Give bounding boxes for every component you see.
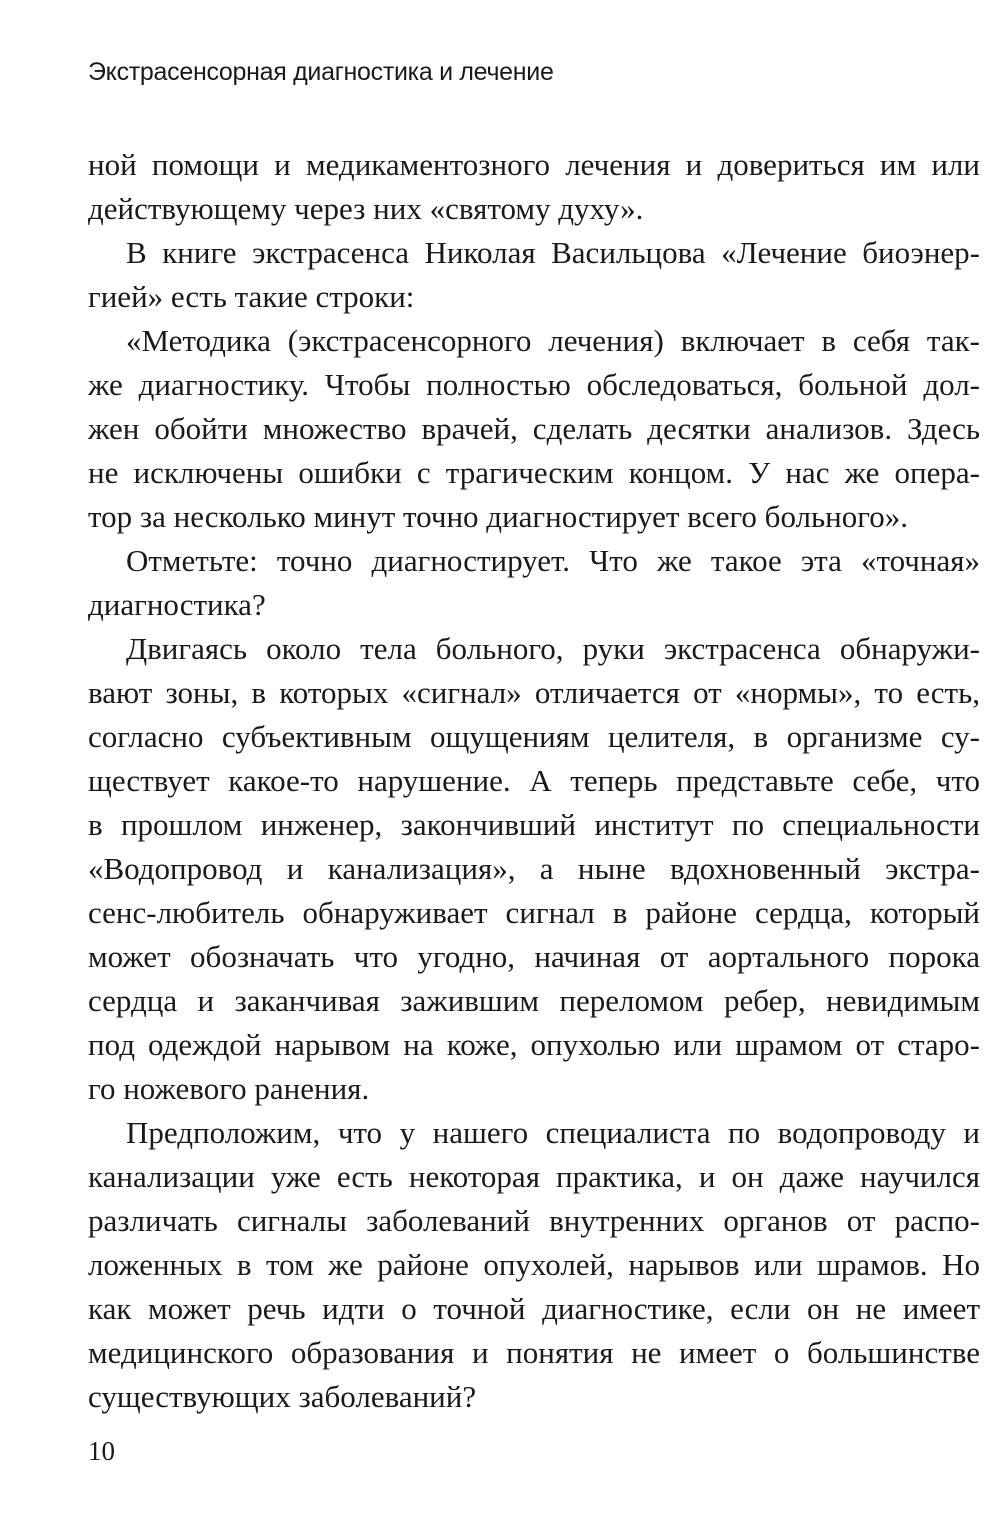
text-line: В книге экстрасенса Николая Васильцова «Лечение биоэнер- xyxy=(126,235,980,270)
text-line: сенс-любитель обнаруживает сигнал в районе сердца, который xyxy=(88,895,980,930)
text-line: диагностика? xyxy=(88,587,266,622)
text-line: го ножевого ранения. xyxy=(88,1071,370,1106)
text-line: сердца и заканчивая зажившим переломом ребер, невидимым xyxy=(88,983,980,1018)
text-line: «Водопровод и канализация», а ныне вдохновенный экстра- xyxy=(88,851,980,886)
text-line: под одеждой нарывом на коже, опухолью или шрамом от старо- xyxy=(88,1027,980,1062)
text-line: согласно субъективным ощущениям целителя, в организме су- xyxy=(88,719,980,754)
paragraph xyxy=(88,319,980,539)
text-line: канализации уже есть некоторая практика, и он даже научился xyxy=(88,1159,980,1194)
text-line: гией» есть такие строки: xyxy=(88,279,415,314)
text-line: ложенных в том же районе опухолей, нарывов или шрамов. Но xyxy=(88,1247,980,1282)
text-line: существующих заболеваний? xyxy=(88,1379,477,1414)
text-line: различать сигналы заболеваний внутренних органов от распо- xyxy=(88,1203,980,1238)
text-line: же диагностику. Чтобы полностью обследоваться, больной дол- xyxy=(88,367,980,402)
text-line: вают зоны, в которых «сигнал» отличается от «нормы», то есть, xyxy=(88,675,980,710)
text-line: тор за несколько минут точно диагностирует всего больного». xyxy=(88,499,908,534)
paragraph xyxy=(88,1111,980,1419)
body-text xyxy=(88,143,980,1419)
text-line: медицинского образования и понятия не имеет о большинстве xyxy=(88,1335,980,1370)
page-number: 10 xyxy=(88,1436,115,1466)
running-title: Экстрасенсорная диагностика и лечение xyxy=(88,58,554,86)
paragraph xyxy=(88,627,980,1111)
text-line: жен обойти множество врачей, сделать десятки анализов. Здесь xyxy=(88,411,980,446)
text-line: ществует какое-то нарушение. А теперь представьте себе, что xyxy=(88,763,980,798)
paragraph xyxy=(88,231,980,319)
text-line: Двигаясь около тела больного, руки экстрасенса обнаружи- xyxy=(126,631,980,666)
text-line: Отметьте: точно диагностирует. Что же такое эта «точная» xyxy=(126,543,980,578)
text-line: в прошлом инженер, закончивший институт по специальности xyxy=(88,807,980,842)
text-line: действующему через них «святому духу». xyxy=(88,191,644,226)
text-line: «Методика (экстрасенсорного лечения) включает в себя так- xyxy=(126,323,980,358)
text-line: может обозначать что угодно, начиная от аортального порока xyxy=(88,939,980,974)
text-line: как может речь идти о точной диагностике, если он не имеет xyxy=(88,1291,980,1326)
text-line: не исключены ошибки с трагическим концом. У нас же опера- xyxy=(88,455,980,490)
text-line: Предположим, что у нашего специалиста по водопроводу и xyxy=(126,1115,980,1150)
paragraph xyxy=(88,539,980,627)
text-line: ной помощи и медикаментозного лечения и довериться им или xyxy=(88,147,980,182)
paragraph xyxy=(88,143,980,231)
